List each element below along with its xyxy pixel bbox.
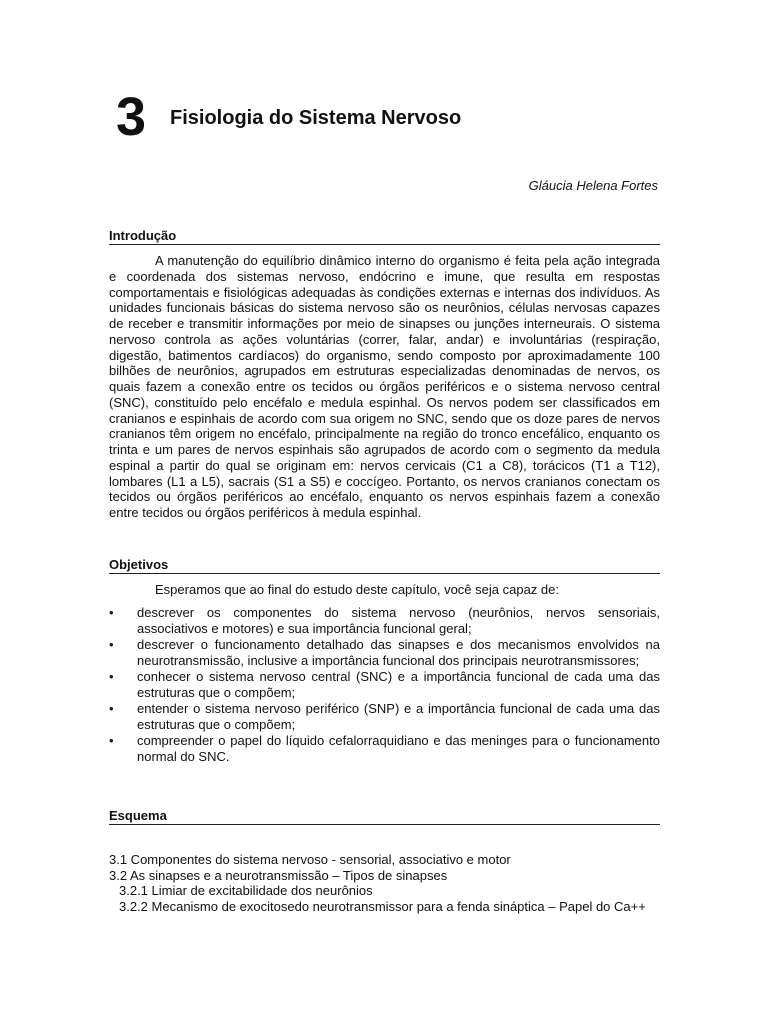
list-item — [109, 605, 660, 636]
bullet-icon: • — [109, 669, 114, 684]
scheme-item: 3.2 As sinapses e a neurotransmissão – Tipos de sinapses — [109, 867, 448, 883]
bullet-icon: • — [109, 733, 114, 748]
scheme-list — [109, 852, 660, 914]
bullet-icon: • — [109, 605, 114, 620]
objectives-section — [109, 557, 660, 765]
bullet-icon: • — [109, 637, 114, 652]
scheme-subitem: 3.2.1 Limiar de excitabilidade dos neurônios — [119, 883, 373, 898]
introduction-heading: Introdução — [109, 228, 660, 245]
objectives-lead: Esperamos que ao final do estudo deste capítulo, você seja capaz de: — [155, 582, 559, 597]
objective-text: descrever o funcionamento detalhado das sinapses e dos mecanismos envolvidos na neurotransmissão, inclusive a importância funcional dos principais neurotransmissores; — [137, 637, 660, 668]
scheme-item: 3.1 Componentes do sistema nervoso - sensorial, associativo e motor — [109, 852, 511, 867]
scheme-subitem: 3.2.2 Mecanismo de exocitosedo neurotransmissor para a fenda sináptica – Papel do Ca++ — [119, 898, 646, 914]
objectives-list — [109, 605, 660, 764]
scheme-heading: Esquema — [109, 808, 660, 825]
objective-text: conhecer o sistema nervoso central (SNC) e a importância funcional de cada uma das estruturas que o compõem; — [137, 669, 660, 700]
list-item — [109, 733, 660, 764]
objectives-heading: Objetivos — [109, 557, 660, 574]
introduction-paragraph: A manutenção do equilíbrio dinâmico interno do organismo é feita pela ação integrada e coordenada dos sistemas nervoso, endócrino e imune, que resulta em respostas comportamentais e fisiológicas adequadas às condições externas e internas dos indivíduos. As unidades funcionais básicas do sistema nervoso são os neurônios, células nervosas capazes de receber e transmitir informações por meio de sinapses ou junções interneurais. O sistema nervoso controla as ações voluntárias (correr, falar, andar) e involuntárias (respiração, digestão, batimentos cardíacos) do organismo, sendo composto por aproximadamente 100 bilhões de neurônios, agrupados em estruturas especializadas denominadas de nervos, os quais fazem a conexão entre os tecidos ou órgãos periféricos e o sistema nervoso central (SNC), constituído pelo encéfalo e medula espinhal. Os nervos podem ser classificados em cranianos e espinhais de acordo com sua origem no SNC, sendo que os doze pares de nervos cranianos têm origem no encéfalo, principalmente na região do tronco encefálico, enquanto os trinta e um pares de nervos espinhais são agrupados de acordo com o segmento da medula espinal a partir do qual se originam em: nervos cervicais (C1 a C8), torácicos (T1 a T12), lombares (L1 a L5), sacrais (S1 a S5) e coccígeo. Portanto, os nervos cranianos conectam os tecidos ou órgãos periféricos ao encéfalo, enquanto os nervos espinhais fazem a conexão entre tecidos ou órgãos periféricos à medula espinhal. — [109, 253, 660, 520]
chapter-title: Fisiologia do Sistema Nervoso — [170, 107, 462, 129]
list-item — [109, 637, 660, 668]
introduction-section — [109, 228, 660, 521]
scheme-section — [109, 808, 660, 833]
objective-text: entender o sistema nervoso periférico (SNP) e a importância funcional de cada uma das estruturas que o compõem; — [137, 701, 660, 732]
bullet-icon: • — [109, 701, 114, 716]
list-item — [109, 669, 660, 700]
objective-text: descrever os componentes do sistema nervoso (neurônios, nervos sensoriais, associativos e motores) e sua importância funcional geral; — [137, 605, 660, 636]
list-item — [109, 701, 660, 732]
chapter-number: 3 — [116, 87, 147, 147]
author-name: Gláucia Helena Fortes — [528, 178, 658, 193]
objective-text: compreender o papel do líquido cefalorraquidiano e das meninges para o funcionamento normal do SNC. — [137, 733, 660, 764]
